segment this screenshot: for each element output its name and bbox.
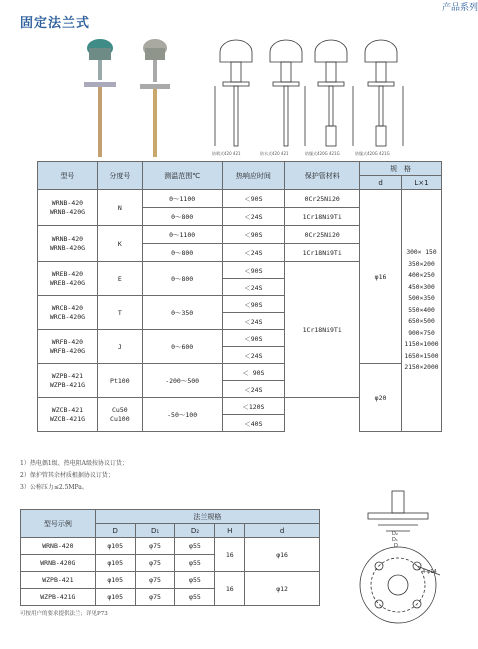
header-range: 测温范围℃ — [142, 162, 222, 190]
flange-row-D1: φ75 — [135, 538, 175, 555]
note-item: 2）保护管其余材质根据协议订货； — [20, 472, 114, 479]
sensor-photo-1 — [84, 39, 116, 157]
lx1-item: 400×250 — [408, 272, 435, 280]
row-division: K — [97, 226, 142, 262]
flange-row-D1: φ75 — [135, 572, 175, 589]
row-range: 0～600 — [142, 330, 222, 364]
row-response: ＜24S — [222, 347, 285, 364]
row-response: ＜90S — [222, 262, 285, 279]
lx1-item: 650×500 — [408, 318, 435, 326]
lx1-item: 2150×2000 — [404, 364, 439, 372]
flange-row-model: WZPB-421 — [21, 572, 96, 589]
lx1-item: 900×750 — [408, 329, 435, 337]
row-range: 0～1100 — [142, 226, 222, 244]
product-photo-group — [70, 30, 190, 160]
row-division: Pt100 — [97, 364, 142, 398]
d-value-2: φ20 — [360, 364, 402, 432]
flange-header-d: d — [245, 524, 320, 538]
bolt-hole — [375, 600, 383, 608]
flange-row-model: WRNB-420G — [21, 555, 96, 572]
d-value-1: φ16 — [360, 190, 402, 364]
flange-row-model: WZPB-421G — [21, 589, 96, 606]
label-holes: 4-φ14 — [422, 569, 437, 575]
flange-header-model: 型号示例 — [21, 510, 96, 538]
header-lx1: L×1 — [401, 176, 441, 190]
flange-d: φ16 — [245, 538, 320, 572]
flange-row-D1: φ75 — [135, 589, 175, 606]
row-response: ＜24S — [222, 279, 285, 296]
caption-2: 防水式420 421 — [260, 151, 289, 156]
row-model: WREB-420 WREB-420G — [38, 262, 98, 296]
footer-note: 可按用户的要求提供法兰；详见P73 — [20, 611, 108, 617]
lx1-item: 350×200 — [408, 260, 435, 268]
note-item: 1）热电偶1级、热电阻A级按协议订货； — [20, 460, 128, 467]
row-division: Cu50 Cu100 — [97, 398, 142, 432]
row-model: WRCB-420 WRCB-420G — [38, 296, 98, 330]
caption-4: 防爆式420G 421G — [355, 151, 390, 156]
header-d: d — [360, 176, 402, 190]
flange-row-D2: φ55 — [175, 555, 215, 572]
lx1-item: 1150×1000 — [404, 341, 439, 349]
sensor-photo-2 — [140, 39, 170, 157]
row-response: ＜24S — [222, 313, 285, 330]
row-material: 0Cr25Ni20 — [285, 226, 360, 244]
row-response: ＜24S — [222, 381, 285, 398]
flange-row-model: WRNB-420 — [21, 538, 96, 555]
flange-row-D2: φ55 — [175, 538, 215, 555]
flange-header-D1: D₁ — [135, 524, 175, 538]
row-model: WZCB-421 WZCB-421G — [38, 398, 98, 432]
flange-side-stem — [392, 491, 404, 513]
row-model: WZPB-421 WZPB-421G — [38, 364, 98, 398]
header-material: 保护管材料 — [285, 162, 360, 190]
row-range: 0～350 — [142, 296, 222, 330]
row-range: 0～1100 — [142, 190, 222, 208]
flange-table — [20, 509, 320, 606]
note-item: 3）公称压力≤2.5MPa。 — [20, 484, 88, 491]
lx1-item: 450×300 — [408, 283, 435, 291]
material-merged: 1Cr18Ni9Ti — [285, 262, 360, 398]
row-response: ＜ 90S — [222, 364, 285, 381]
row-response: ＜90S — [222, 330, 285, 347]
lx1-item: 550×400 — [408, 306, 435, 314]
flange-header-D: D — [95, 524, 135, 538]
row-model: WRNB-420 WRNB-420G — [38, 190, 98, 226]
lx1-item: 500×350 — [408, 295, 435, 303]
row-material: 1Cr18Ni9Ti — [285, 244, 360, 262]
row-range: -50～100 — [142, 398, 222, 432]
row-response: ＜120S — [222, 398, 285, 415]
row-division: J — [97, 330, 142, 364]
flange-header-spec: 法兰规格 — [95, 510, 319, 524]
flange-side-plate — [368, 513, 428, 519]
caption-3: 防爆式420G 421G — [305, 151, 340, 156]
flange-row-D: φ105 — [95, 572, 135, 589]
flange-row-D1: φ75 — [135, 555, 175, 572]
lx1-item: 1650×1500 — [404, 352, 439, 360]
lx1-values — [401, 190, 441, 432]
row-range: 0～800 — [142, 208, 222, 226]
flange-header-D2: D₂ — [175, 524, 215, 538]
row-division: E — [97, 262, 142, 296]
row-response: ＜90S — [222, 226, 285, 244]
flange-bolt-circle — [371, 558, 425, 612]
row-material: 0Cr25Ni20 — [285, 190, 360, 208]
page-title: 固定法兰式 — [20, 16, 91, 31]
row-division: T — [97, 296, 142, 330]
row-material: 1Cr18Ni9Ti — [285, 208, 360, 226]
label-D: D — [394, 543, 398, 549]
flange-H: 16 — [215, 572, 245, 606]
flange-row-D: φ105 — [95, 538, 135, 555]
row-response: ＜90S — [222, 190, 285, 208]
row-model: WRFB-420 WRFB-420G — [38, 330, 98, 364]
flange-row-D: φ105 — [95, 589, 135, 606]
row-range: 0～800 — [142, 262, 222, 296]
header-model: 型号 — [38, 162, 98, 190]
row-response: ＜40S — [222, 415, 285, 432]
header-response: 热响应时间 — [222, 162, 285, 190]
header-division: 分度号 — [97, 162, 142, 190]
flange-header-H: H — [215, 524, 245, 538]
label-D2: D₂ — [392, 531, 398, 537]
label-D1: D₁ — [392, 537, 398, 543]
row-response: ＜24S — [222, 208, 285, 226]
spec-table — [37, 161, 442, 432]
row-range: 0～800 — [142, 244, 222, 262]
flange-H: 16 — [215, 538, 245, 572]
row-response: ＜90S — [222, 296, 285, 313]
header-spec: 规 格 — [360, 162, 442, 176]
outline-drawings — [205, 30, 445, 158]
row-model: WRNB-420 WRNB-420G — [38, 226, 98, 262]
flange-row-D2: φ55 — [175, 589, 215, 606]
flange-bore — [388, 575, 408, 595]
flange-drawing — [348, 487, 448, 637]
notes — [20, 458, 128, 494]
row-range: -200～500 — [142, 364, 222, 398]
row-response: ＜24S — [222, 244, 285, 262]
lx1-item: 300× 150 — [406, 249, 437, 257]
corner-series-label: 产品系列 — [441, 3, 478, 13]
row-division: N — [97, 190, 142, 226]
flange-row-D2: φ55 — [175, 572, 215, 589]
flange-d: φ12 — [245, 572, 320, 606]
caption-1: 防喷式420 421 — [212, 151, 241, 156]
flange-row-D: φ105 — [95, 555, 135, 572]
